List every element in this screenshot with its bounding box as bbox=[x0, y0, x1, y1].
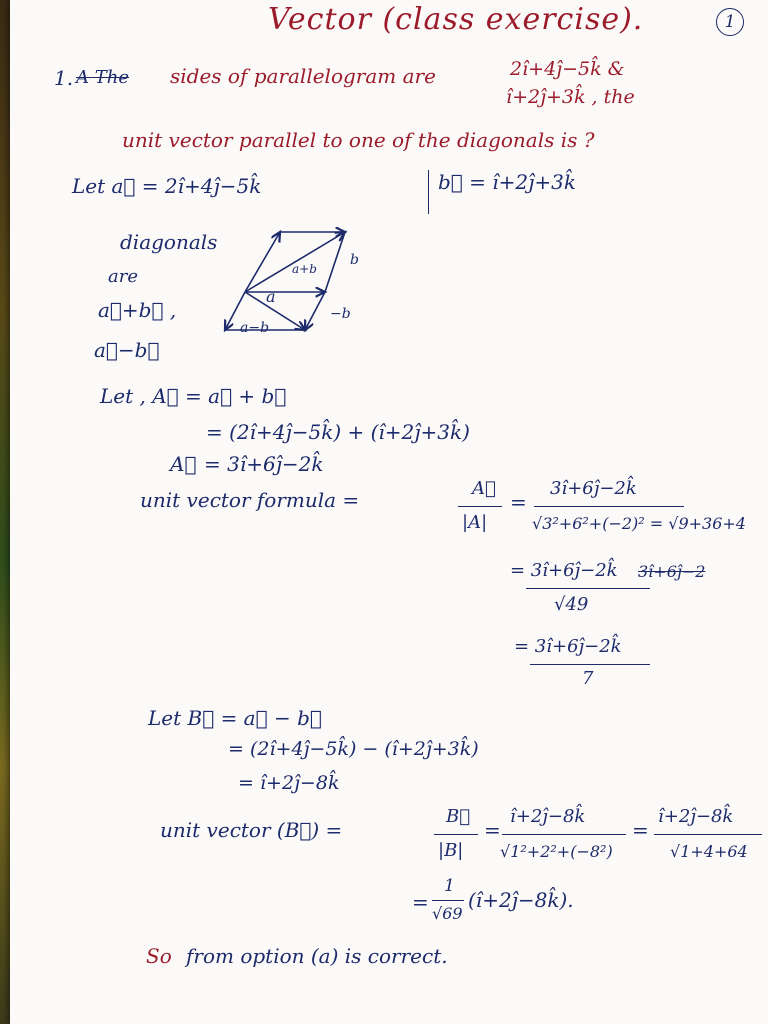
A-struck-text: 3î+6ĵ−2 bbox=[638, 562, 706, 581]
let-B-difference: Let B⃗ = a⃗ − b⃗ bbox=[148, 706, 322, 730]
B-equals-1: = bbox=[484, 818, 501, 842]
left-side-vector bbox=[245, 232, 280, 292]
diagram-label-amb: a−b bbox=[240, 320, 270, 336]
conclusion-so: So bbox=[146, 944, 172, 968]
diagonals-are: are bbox=[108, 266, 138, 287]
question-line-2: unit vector parallel to one of the diagonals is ? bbox=[122, 128, 595, 152]
diagram-label-apb: a+b bbox=[292, 262, 317, 276]
final-denominator: √69 bbox=[432, 904, 463, 923]
unit-vector-B-label: unit vector (B⃗) = bbox=[160, 818, 343, 842]
sum-expansion: = (2î+4ĵ−5k̂) + (î+2ĵ+3k̂) bbox=[206, 420, 470, 444]
formula-equals: = bbox=[510, 490, 527, 514]
formula-numerator: A⃗ bbox=[472, 478, 496, 499]
final-fraction-bar bbox=[432, 900, 464, 901]
A-result: = 3î+6ĵ−2k̂ bbox=[204, 452, 324, 476]
question-text: sides of parallelogram are bbox=[170, 64, 436, 88]
B-result: = î+2ĵ−8k̂ bbox=[238, 772, 340, 794]
diagram-label-neg-b: −b bbox=[330, 306, 351, 322]
final-numerator: 1 bbox=[444, 876, 455, 896]
page-title: Vector (class exercise). bbox=[268, 2, 644, 37]
let-b-definition: b⃗ = î+2ĵ+3k̂ bbox=[438, 170, 576, 194]
B-fraction-bar-2 bbox=[502, 834, 626, 835]
A-numerator-1: 3î+6ĵ−2k̂ bbox=[550, 478, 637, 499]
B-fraction-bar-1 bbox=[434, 834, 478, 835]
B-formula-numerator: B⃗ bbox=[446, 806, 471, 827]
page-number: 1 bbox=[716, 8, 744, 36]
B-numerator-3: î+2ĵ−8k̂ bbox=[658, 806, 734, 827]
conclusion-text: from option (a) is correct. bbox=[186, 944, 448, 968]
parallelogram-diagram bbox=[205, 222, 375, 342]
diagram-label-a: a bbox=[266, 287, 276, 306]
A-denominator-3: 7 bbox=[582, 668, 594, 689]
B-denominator-3: √1+4+64 bbox=[670, 842, 748, 861]
A-numerator-2: = 3î+6ĵ−2k̂ bbox=[510, 560, 618, 581]
right-side-b bbox=[325, 232, 345, 292]
separator-bar bbox=[428, 170, 429, 214]
diagonals-caption: diagonals bbox=[120, 230, 218, 254]
diagonal-sum: a⃗+b⃗ , bbox=[98, 298, 177, 322]
neg-b-right bbox=[305, 292, 325, 330]
unit-vector-formula-label: unit vector formula = bbox=[140, 488, 360, 512]
B-numerator-2: î+2ĵ−8k̂ bbox=[510, 806, 586, 827]
question-number: 1. bbox=[54, 66, 74, 90]
A-denominator-2: √49 bbox=[554, 594, 589, 615]
A-symbol: A⃗ bbox=[170, 452, 197, 476]
diagonal-difference: a⃗−b⃗ bbox=[94, 338, 160, 362]
question-vector-2: î+2ĵ+3k̂ , the bbox=[506, 86, 635, 108]
A-fraction-bar-2 bbox=[526, 588, 650, 589]
B-denominator-2: √1²+2²+(−8²) bbox=[500, 842, 613, 861]
formula-denominator: |A| bbox=[462, 512, 488, 533]
diagram-label-b: b bbox=[350, 252, 359, 268]
final-equals: = bbox=[412, 890, 429, 914]
question-vector-1: 2î+4ĵ−5k̂ & bbox=[510, 58, 625, 80]
A-fraction-bar-1 bbox=[534, 506, 684, 507]
formula-fraction-bar bbox=[458, 506, 502, 507]
let-A-sum: Let , A⃗ = a⃗ + b⃗ bbox=[100, 384, 287, 408]
question-struck-text: A The bbox=[76, 67, 129, 88]
B-formula-denominator: |B| bbox=[438, 840, 464, 861]
let-a-definition: Let a⃗ = 2î+4ĵ−5k̂ bbox=[72, 174, 262, 198]
B-equals-2: = bbox=[632, 818, 649, 842]
A-fraction-bar-3 bbox=[530, 664, 650, 665]
difference-expansion: = (2î+4ĵ−5k̂) − (î+2ĵ+3k̂) bbox=[228, 738, 479, 760]
A-numerator-3: = 3î+6ĵ−2k̂ bbox=[514, 636, 622, 657]
B-fraction-bar-3 bbox=[654, 834, 762, 835]
notebook-page bbox=[10, 0, 768, 1024]
A-denominator-1: √3²+6²+(−2)² = √9+36+4 bbox=[532, 514, 746, 533]
final-vector: (î+2ĵ−8k̂). bbox=[468, 888, 574, 912]
